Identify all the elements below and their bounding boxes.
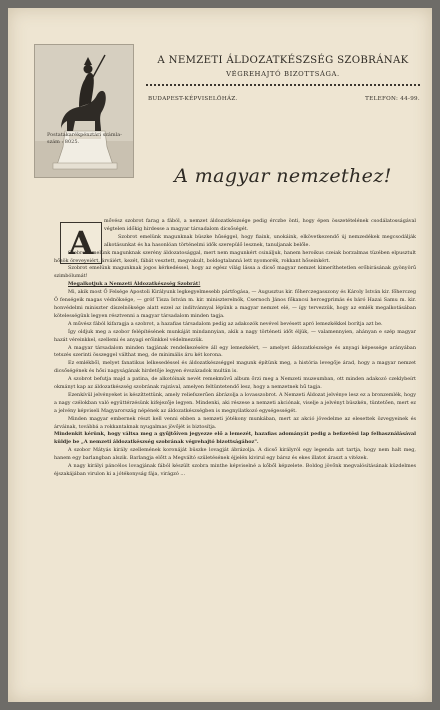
address-line (148, 96, 420, 102)
paragraph: Minden magyar embernek részt kell venni ebben a nemzeti jótékony munkában, mert az akció jövedelme az elesettek özvegyeinek és árváinak, továbbá a rokkantaknak nyugalmas jövőjét is biztosítja. (54, 415, 416, 430)
paragraph: Így oldjuk meg a szobor felépítésének munkáját mindannyian, akik a nagy történeti időt éljük, — valamennyien, ahányan e szép magyar hazát véreinkkel, szellemi és anyagi erőinkkel védelmezzük. (54, 328, 416, 343)
paragraph-callout: Megalkotjuk a Nemzeti Áldozatkészség Szobrát! (68, 281, 201, 288)
paragraph: Szobrot emelünk magunknak büszke hűséggel, hogy fiaink, unokáink, elkövetkezendő új nemzedékek megcsodálják alkotásunkat és ha hasonlóan történelmi idők szerepülő lesznek, tanuljanak belőle. (104, 233, 416, 248)
address: BUDAPEST-KÉPVISELŐHÁZ. (148, 96, 238, 102)
paragraph: A szobrot befutja majd a patina, de alkotóinak nevét remekművű album őrzi meg a Nemzeti muzeumban, ott minden adakozó czeklybeírt okmányt kap az áldozatkészség szobrának rajzával, amelyen feltüntetendő lesz, hogy a nemzetnek hű tagja. (54, 376, 416, 391)
paragraph: Szobrot emelünk magunknak szerény áldozatosággal, mert nem magunkért csináljuk, hanem heroikus czeiak borzalmas tüzében elpusztult hősök öreveyeiért, árváiért, kezét, fábát vesztett, megvakult, boldogtalanná lett nyomorék, rokkant hőseinkért. (54, 249, 416, 264)
paragraph: A szobor Mátyás király szellemének koronáját büszke lovagját ábrázolja. A dicső királyról egy legenda azt tartja, hogy nem halt meg, hanem egy barlangban alszik. Barlangja előtt a Megváltó születésének éjjelén kivirul egy bársz és ekes illatot áraszt a vitézek. (54, 447, 416, 462)
paragraph: A nagy királyi páncélos lovagjának fából készült szobra minthe képviselné a kőből képzelete. Boldog jövőnk megvalósításának küzdelmes éjszakájában virulon ki a jótékonyság fája, virágzó ... (54, 463, 416, 477)
paragraph-appeal: Mindenkit kérünk, hogy váltsa meg a gyűjtőíven jegyezze elő a lemezét, hazafias adományát pedig a befizetési lap felhasználásával küldje be „A nemzeti áldozatkészség szobrának végrehajtó bizottságához". (54, 431, 416, 446)
headline: A magyar nemzethez! (174, 165, 392, 187)
organization-title: A NEMZETI ÁLDOZATKÉSZSÉG SZOBRÁNAK (157, 55, 409, 66)
phone-number: TELEFON: 44-99. (365, 96, 420, 102)
drop-cap: A (60, 222, 102, 264)
equestrian-statue-image (35, 45, 133, 177)
paragraph: Szobrot emelünk magunknak jogos kérkedéssel, hogy az egész világ lássa a dicső magyar nemzet kimeríthetetlen erőbirásának gyönyörű szimbólumát! (54, 265, 416, 280)
organization-subtitle: VÉGREHAJTÓ BIZOTTSÁGA. (226, 70, 340, 78)
paragraph: A magyar társadalom minden tagjának rendelkezésére áll egy lemezkéért, — amelyet áldozatkészsége és anyagi képessége arányában tetszés szerinti összeggel válthat meg, de minimális áru két korona. (54, 344, 416, 359)
paragraph: Ez emlékből, melyet fanatikus lelkesedéssel és áldozatkészséggel magunk építünk meg, a história levegője árad, hogy a magyar nemzet dicsőségének és hősi nagyságának hirdetője legyen évszázadok multán is. (54, 360, 416, 375)
paragraph: mővész szobrot farag a fából, a nemzet áldozatkészsége pedig érczbe önti, hogy épen összetételének csodálatosságával végtelen időkig hirdesse a magyar társadalom dicsőségét. (104, 218, 416, 232)
paragraph: Mi, akik most Ő Felsége Apostoli Királyunk legkegyelmesebb pártfogása, — Augusztus kir. főherczegasszony és Károly István kir. főherczeg Ő fenségeik magas védnöksége, — gróf Tisza István m. kir. miniszterelnök, Csernoch János főkancsi hercegprimás és báró Hazai Samu m. kir. honvédelmi miniszter díszelnöksége alatt ezzel az indítvánnyal lépünk a magyar nemzet elé, — így tervezzük, hogy az emlék megalkotásában kötelességünk legyen résztvenni a magyar társadalom minden tagja. (54, 289, 416, 319)
paragraph: Ezenkívül jelvényeket is készíttettünk, amely reliefszerűen ábrázolja a lovasszobrot. A Nemzeti Áldozat jelvénye lesz ez a bronzemlék, hogy a nagy czélokban való együttérzésünk kifejezője legyen. Mindenki, aki részese a nemzeti akciónak, viselje a jelvényt büszkén, tüntetően, mert ez a jelvény képviseli Magyarország népének az áldozatkészségben is megnyilatkozó egységességét. (54, 391, 416, 414)
paragraph: A művész fából kifaragja a szobrot, a hazafias társadalom pedig az adakozók nevével bevésett apró lemezkékkel borítja azt be. (68, 320, 383, 327)
letter-body (54, 218, 416, 702)
dotted-divider (146, 82, 420, 88)
document-sheet (8, 8, 432, 702)
statue-photo (34, 44, 134, 178)
photo-caption: Postatakarékpénztári számla-szám : 8025. (47, 132, 122, 145)
